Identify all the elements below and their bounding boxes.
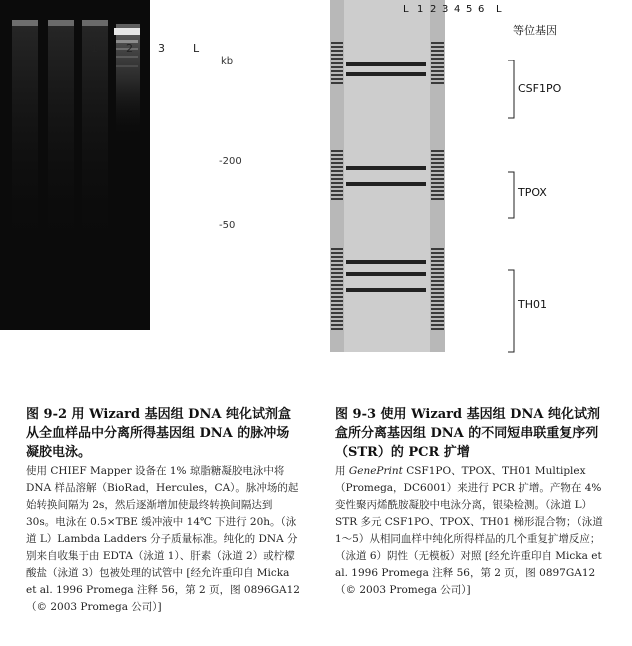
- gel-band: [331, 170, 343, 172]
- allele-header: 等位基因: [513, 24, 557, 37]
- fig-9-2-caption-title: 图 9-2 用 Wizard 基因组 DNA 纯化试剂盒从全血样品中分离所得基因组 DNA 的脉冲场凝胶电泳。: [26, 407, 291, 460]
- gel-band: [346, 72, 426, 76]
- gel-band: [331, 264, 343, 266]
- gel-band: [331, 182, 343, 184]
- gel-band: [331, 70, 343, 72]
- gel-band: [431, 158, 444, 160]
- gel-band: [431, 288, 444, 290]
- gel-band: [431, 194, 444, 196]
- gel-band: [431, 46, 444, 48]
- gel1-lane-label: L: [193, 42, 200, 55]
- gel-band: [331, 248, 343, 250]
- gel-band: [431, 324, 444, 326]
- gel-band: [331, 162, 343, 164]
- lane-2-band: [48, 20, 74, 26]
- gel-band: [346, 166, 426, 170]
- gel-band: [431, 296, 444, 298]
- gel-band: [331, 190, 343, 192]
- gel-band: [331, 276, 343, 278]
- gel-band: [431, 162, 444, 164]
- gel-band: [331, 292, 343, 294]
- str-pcr-gel-image: [330, 0, 445, 352]
- gel-band: [331, 288, 343, 290]
- fig-9-2-caption-body: 使用 CHIEF Mapper 设备在 1% 琼脂糖凝胶电泳中将 DNA 样品溶解（BioRad，Hercules，CA）。脉冲场的起始转换间隔为 2s，然后逐渐增加使最终转换间隔达到 30s。电泳在 0.5×TBE 缓冲液中 14℃ 下进行 20h。（泳道 L）Lambda Ladders 分子质量标准。纯化的 DNA 分别来自收集于由 EDTA（泳道 1）、肝素（泳道 2）或柠檬酸盐（泳道 3）包被处理的试管中 [经允许重印自 Micka et al. 1996 Promega 注释 56，第 2 页，图 0896GA12（© 2003 Promega 公司）]: [26, 465, 300, 613]
- lane-1-band: [12, 20, 38, 26]
- caption-body-post: CSF1PO、TPOX、TH01 Multiplex（Promega，DC6001）来进行 PCR 扩增。产物在 4% 变性聚丙烯酰胺凝胶中电泳分离，银染检测。（泳道 L）STR 多元 CSF1PO、TPOX、TH01 梯形混合物；（泳道 1～5）从相同血样中纯化所得样品的几个重复扩增反应；（泳道 6）阴性（无模板）对照 [经允许重印自 Micka et al. 1996 Promega 注释 56，第 2 页，图 0897GA12（© 2003 Promega 公司）]: [335, 465, 603, 596]
- gel2-lane-label: 4: [454, 4, 461, 15]
- gel-band: [331, 328, 343, 330]
- gel-band: [431, 280, 444, 282]
- gel-band: [431, 264, 444, 266]
- gel-band: [331, 150, 343, 152]
- gel-band: [331, 42, 343, 44]
- gel-band: [331, 284, 343, 286]
- gel-band: [431, 308, 444, 310]
- gel-band: [431, 190, 444, 192]
- gel2-svg: [330, 0, 445, 352]
- gel-band: [431, 272, 444, 274]
- fig-9-3-caption-title: 图 9-3 使用 Wizard 基因组 DNA 纯化试剂盒所分离基因组 DNA 的不同短串联重复序列（STR）的 PCR 扩增: [335, 407, 600, 460]
- caption-body-italic: GenePrint: [348, 465, 403, 477]
- gel-band: [431, 150, 444, 152]
- gel2-lane-label: 3: [442, 4, 449, 15]
- gel2-lane-label: 5: [466, 4, 473, 15]
- gel-band: [431, 198, 444, 200]
- th01-bracket: [508, 270, 514, 352]
- gel-band: [431, 58, 444, 60]
- locus-label-th01: TH01: [518, 298, 547, 311]
- caption-body-pre: 用: [335, 465, 349, 477]
- gel-band: [431, 260, 444, 262]
- gel-band: [431, 154, 444, 156]
- gel-band: [431, 178, 444, 180]
- gel-band: [431, 78, 444, 80]
- tpox-bracket: [508, 172, 514, 218]
- gel-band: [331, 62, 343, 64]
- gel-band: [331, 316, 343, 318]
- gel-band: [431, 312, 444, 314]
- gel-band: [431, 186, 444, 188]
- lane-3-band: [82, 20, 108, 26]
- gel-band: [331, 174, 343, 176]
- gel-band: [331, 312, 343, 314]
- gel-band: [431, 170, 444, 172]
- gel-band: [331, 186, 343, 188]
- gel-band: [331, 198, 343, 200]
- gel-band: [331, 324, 343, 326]
- gel-band: [431, 252, 444, 254]
- gel-band: [331, 74, 343, 76]
- figure-9-2: [0, 0, 300, 380]
- fig-9-3-caption-body: [335, 463, 607, 599]
- lane-3-smear: [82, 22, 108, 252]
- gel1-unit-label: kb: [221, 56, 234, 67]
- gel-band: [331, 54, 343, 56]
- lane-1-smear: [12, 22, 38, 252]
- gel-band: [331, 178, 343, 180]
- gel-band: [431, 304, 444, 306]
- gel-band: [346, 260, 426, 264]
- lane-2-smear: [48, 22, 74, 252]
- figure-9-3: [330, 0, 632, 380]
- gel2-lane-label: 1: [417, 4, 424, 15]
- gel-band: [346, 272, 426, 276]
- gel-band: [431, 268, 444, 270]
- gel-band: [331, 272, 343, 274]
- gel2-lane-label: 6: [478, 4, 485, 15]
- gel-band: [331, 46, 343, 48]
- gel-band: [431, 300, 444, 302]
- gel-band: [431, 62, 444, 64]
- gel-band: [431, 54, 444, 56]
- gel2-lane-label: 2: [430, 4, 437, 15]
- ladder-band: [116, 65, 138, 67]
- gel-band: [331, 158, 343, 160]
- gel-band: [346, 182, 426, 186]
- gel-band: [331, 280, 343, 282]
- gel-band: [331, 268, 343, 270]
- gel-band: [431, 248, 444, 250]
- csf1po-bracket: [508, 60, 514, 118]
- gel-band: [331, 296, 343, 298]
- gel-band: [331, 308, 343, 310]
- ladder-band: [116, 56, 138, 58]
- gel-band: [431, 328, 444, 330]
- gel-band: [431, 284, 444, 286]
- gel-band: [431, 82, 444, 84]
- gel-band: [431, 182, 444, 184]
- gel-band: [431, 174, 444, 176]
- gel1-lane-label: 1: [91, 42, 98, 55]
- gel-band: [431, 276, 444, 278]
- gel2-lane-label: L: [496, 4, 502, 15]
- gel-band: [331, 304, 343, 306]
- gel-band: [431, 74, 444, 76]
- gel-band: [431, 42, 444, 44]
- gel-band: [331, 154, 343, 156]
- gel1-lane-label: 2: [126, 42, 133, 55]
- gel-band: [431, 320, 444, 322]
- gel-band: [431, 166, 444, 168]
- gel-band: [431, 66, 444, 68]
- gel2-lane-label: L: [403, 4, 409, 15]
- gel-band: [331, 82, 343, 84]
- gel-band: [331, 300, 343, 302]
- gel-band: [431, 292, 444, 294]
- gel-band: [331, 50, 343, 52]
- gel-band: [346, 62, 426, 66]
- gel1-marker-label: -50: [219, 220, 236, 231]
- gel-band: [331, 58, 343, 60]
- gel-band: [431, 70, 444, 72]
- gel-band: [331, 260, 343, 262]
- gel-band: [331, 252, 343, 254]
- gel1-lane-label: 3: [158, 42, 165, 55]
- locus-label-csf1po: CSF1PO: [518, 82, 562, 95]
- gel-band: [331, 66, 343, 68]
- gel-band: [331, 256, 343, 258]
- gel1-marker-label: -200: [219, 156, 242, 167]
- gel-band: [331, 78, 343, 80]
- locus-label-tpox: TPOX: [518, 186, 547, 199]
- gel-band: [431, 256, 444, 258]
- gel-band: [331, 166, 343, 168]
- gel-band: [346, 288, 426, 292]
- gel-band: [331, 320, 343, 322]
- gel-band: [431, 50, 444, 52]
- ladder-top-band: [114, 28, 140, 35]
- gel-band: [431, 316, 444, 318]
- locus-brackets: [506, 60, 518, 360]
- gel-band: [331, 194, 343, 196]
